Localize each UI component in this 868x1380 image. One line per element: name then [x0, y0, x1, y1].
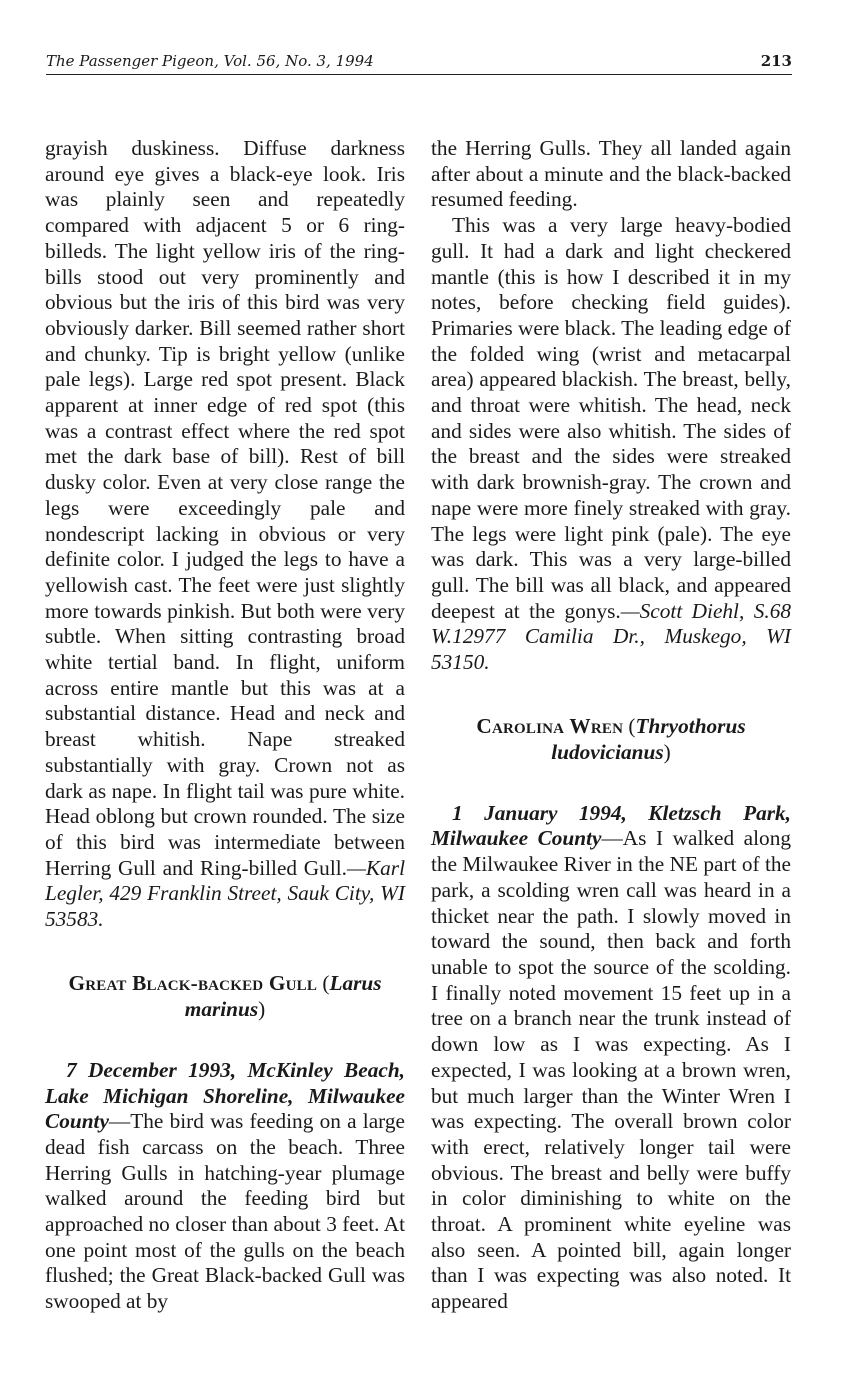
species-heading: Carolina Wren (Thryothorus ludovicianus) — [476, 713, 746, 764]
right-column — [431, 136, 791, 1315]
record-paragraph — [45, 1058, 405, 1315]
record-text: —The bird was feeding on a large dead fish carcass on the beach. Three Herring Gulls in hatching-year plumage walked around the feeding bird but approached no closer than about 3 feet. At one point most of the gulls on the beach flushed; the Great Black-backed Gull was swooped at by — [45, 1109, 405, 1314]
left-column — [45, 136, 405, 1315]
page-number: 213 — [760, 52, 792, 70]
species-common-name: Great Black-backed Gull — [68, 970, 318, 995]
paragraph — [431, 136, 791, 213]
paragraph-text: This was a very large heavy-bodied gull. It had a dark and light checkered mantle (this is how I described it in my notes, before checking field guides). Primaries were black. The leading edge of the folded wing (wrist and metacarpal area) appeared blackish. The breast, belly, and throat were whitish. The head, neck and sides were also whitish. The sides of the breast and the sides were streaked with dark brownish-gray. The crown and nape were more finely streaked with gray. The legs were light pink (pale). The eye was dark. This was a very large-billed gull. The bill was all black, and appeared deepest at the gonys. — [431, 213, 791, 623]
species-scientific-name: Thryothorus ludovicianus — [551, 713, 746, 764]
paragraph-text: the Herring Gulls. They all landed again after about a minute and the black-backed resumed feeding. — [431, 136, 791, 212]
paragraph-text: grayish duskiness. Diffuse darkness around eye gives a black-eye look. Iris was plainly seen and repeatedly compared with adjacent 5 or 6 ring-billeds. The light yellow iris of the ring-bills stood out very prominently and obvious but the iris of this bird was very obviously darker. Bill seemed rather short and chunky. Tip is bright yellow (unlike pale legs). Large red spot present. Black apparent at inner edge of red spot (this was a contrast effect where the red spot met the dark base of bill). Rest of bill dusky color. Even at very close range the legs were exceedingly pale and nondescript lacking in obvious or very definite color. I judged the legs to have a yellowish cast. The feet were just slightly more towards pinkish. But both were very subtle. When sitting contrasting broad white tertial band. In flight, uniform across entire mantle but this was at a substantial distance. Head and neck and breast whitish. Nape streaked substantially with gray. Crown not as dark as nape. In flight tail was pure white. Head oblong but crown rounded. The size of this bird was intermediate between Herring Gull and Ring-billed Gull. — [45, 136, 405, 880]
author-signature: —Scott Diehl, S.68 W.12977 Camilia Dr., Muskego, WI 53150. — [431, 598, 791, 675]
record-lead: 1 January 1994, Kletzsch Park, Milwaukee County — [431, 800, 791, 851]
species-common-name: Carolina Wren — [476, 713, 624, 738]
record-lead: 7 December 1993, McKinley Beach, Lake Michigan Shoreline, Milwaukee County — [45, 1057, 405, 1134]
record-paragraph — [431, 801, 791, 1315]
paragraph — [45, 136, 405, 933]
paragraph — [431, 213, 791, 676]
species-heading: Great Black-backed Gull (Larus marinus) — [68, 970, 382, 1021]
journal-title: The Passenger Pigeon, Vol. 56, No. 3, 1994 — [46, 52, 374, 70]
record-text: —As I walked along the Milwaukee River in the NE part of the park, a scolding wren call was heard in a thicket near the path. I slowly moved in toward the sound, then back and forth unable to spot the source of the scolding. I finally noted movement 15 feet up in a tree on a branch near the trunk instead of down low as I was expecting. As I expected, I was looking at a brown wren, but much larger than the Winter Wren I was expecting. The overall brown color with erect, relatively longer tail were obvious. The breast and belly were buffy in color diminishing to white on the throat. A prominent white eyeline was also seen. A pointed bill, again longer than I was expecting was also noted. It appeared — [431, 826, 791, 1314]
species-scientific-name: Larus marinus — [184, 970, 382, 1021]
running-header — [46, 52, 792, 75]
author-signature: —Karl Legler, 429 Franklin Street, Sauk City, WI 53583. — [45, 855, 405, 932]
